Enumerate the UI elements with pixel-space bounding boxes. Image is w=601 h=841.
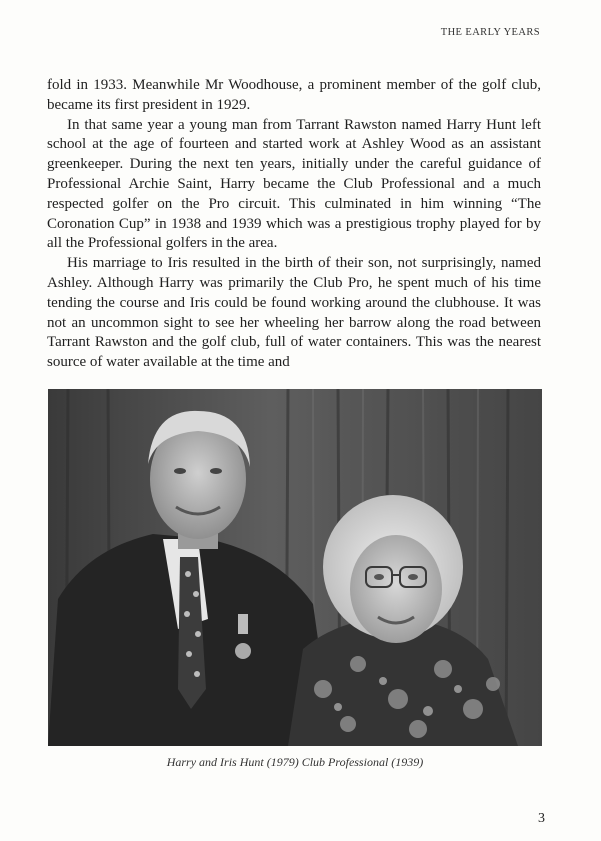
paragraph: fold in 1933. Meanwhile Mr Woodhouse, a prominent member of the golf club, became its first president in 1929. [47,77,541,113]
photo-caption: Harry and Iris Hunt (1979) Club Professional (1939) [166,755,424,769]
paragraph: In that same year a young man from Tarrant Rawston named Harry Hunt left school at the age of fourteen and started work at Ashley Wood as an assistant greenkeeper. During the next ten years, initially under the careful guidance of Professional Archie Saint, Harry became the Club Professional and a much respected golfer on the Pro circuit. This culminated in him winning “The Coronation Cup” in 1938 and 1939 which was a prestigious trophy played for by all the Professional golfers in the area. [47,116,541,252]
photograph [48,389,542,746]
body-text [47,76,541,373]
page-number: 3 [538,811,545,826]
running-head: THE EARLY YEARS [440,27,540,38]
paragraph: His marriage to Iris resulted in the birth of their son, not surprisingly, named Ashley. Although Harry was primarily the Club Pro, he spent much of his time tending the course and Iris could be found working around the clubhouse. It was not an uncommon sight to see her wheeling her barrow along the road between Tarrant Rawston and the golf club, full of water containers. This was the nearest source of water available at the time and [47,255,541,371]
photograph-illustration [48,389,542,746]
